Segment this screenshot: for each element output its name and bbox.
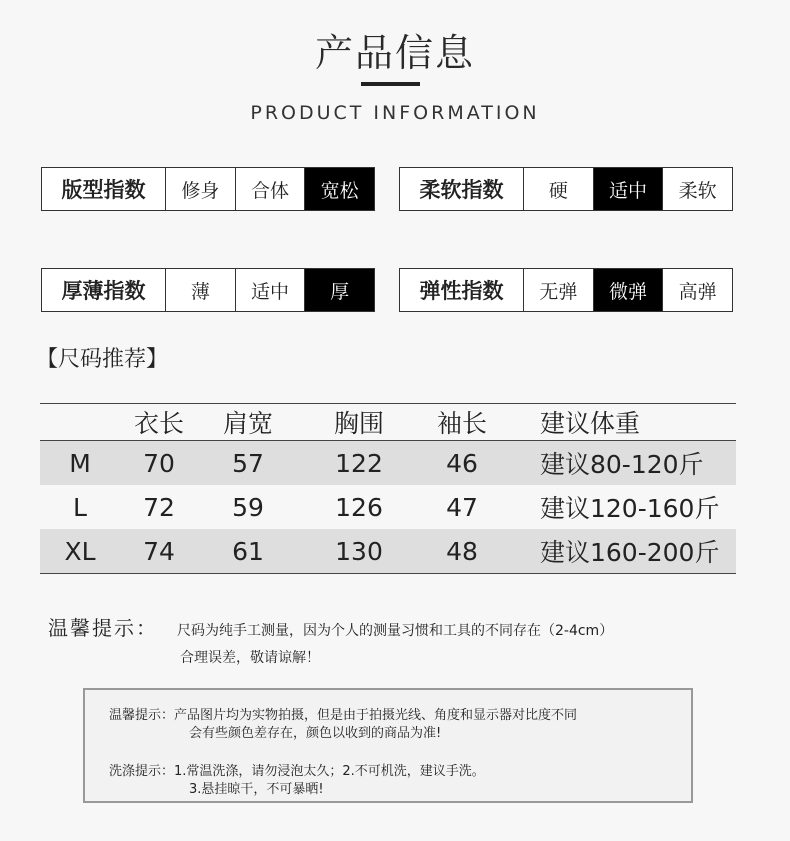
table-cell: 74 — [143, 536, 175, 566]
table-bottom-rule — [40, 573, 736, 574]
page-subtitle: PRODUCT INFORMATION — [250, 102, 540, 124]
table-header-row — [40, 403, 736, 440]
softness-index — [399, 167, 733, 211]
elasticity-option-none: 无弹 — [524, 269, 594, 311]
table-cell: 46 — [446, 448, 478, 478]
table-cell: 122 — [335, 448, 383, 478]
table-cell: 61 — [232, 536, 264, 566]
table-cell: 70 — [143, 448, 175, 478]
elasticity-index — [399, 268, 733, 312]
table-cell: 建议160-200斤 — [540, 538, 720, 567]
table-cell: 126 — [335, 492, 383, 522]
size-section-title: 【尺码推荐】 — [36, 347, 169, 372]
softness-index-label: 柔软指数 — [400, 168, 524, 210]
thickness-index — [41, 268, 375, 312]
table-cell: 建议80-120斤 — [540, 450, 704, 479]
elasticity-option-slight: 微弹 — [594, 269, 664, 311]
thickness-index-label: 厚薄指数 — [42, 269, 166, 311]
table-cell: M — [69, 448, 91, 478]
thickness-option-thin: 薄 — [166, 269, 236, 311]
thickness-option-thick: 厚 — [305, 269, 374, 311]
fit-option-loose: 宽松 — [305, 168, 374, 210]
fit-option-slim: 修身 — [166, 168, 236, 210]
notice-box — [83, 688, 693, 803]
table-cell: L — [73, 492, 87, 522]
table-header-cell: 肩宽 — [222, 409, 273, 438]
table-row — [40, 485, 736, 529]
tip-text-line-1: 尺码为纯手工测量，因为个人的测量习惯和工具的不同存在（2-4cm） — [177, 623, 614, 639]
notice-line-3: 洗涤提示：1.常温洗涤，请勿浸泡太久；2.不可机洗，建议手洗。 — [109, 764, 485, 779]
table-cell: 建议120-160斤 — [540, 494, 720, 523]
table-header-cell: 建议体重 — [540, 409, 641, 438]
table-cell: 130 — [335, 536, 383, 566]
softness-option-hard: 硬 — [524, 168, 594, 210]
notice-line-2: 会有些颜色差存在，颜色以收到的商品为准! — [189, 726, 442, 741]
table-header-cell: 袖长 — [436, 409, 487, 438]
table-cell: 48 — [446, 536, 478, 566]
softness-option-medium: 适中 — [594, 168, 664, 210]
elasticity-option-high: 高弹 — [678, 280, 717, 303]
fit-index — [41, 167, 375, 211]
table-cell: XL — [64, 536, 96, 566]
fit-option-regular: 合体 — [236, 168, 306, 210]
title-underline — [361, 82, 420, 86]
notice-line-1: 温馨提示：产品图片均为实物拍摄，但是由于拍摄光线、角度和显示器对比度不同 — [109, 708, 578, 723]
table-cell: 57 — [232, 448, 264, 478]
notice-line-4: 3.悬挂晾干，不可暴晒! — [189, 782, 324, 797]
table-cell: 72 — [143, 492, 175, 522]
table-row — [40, 529, 736, 573]
fit-index-label: 版型指数 — [42, 168, 166, 210]
tip-label: 温馨提示： — [48, 616, 158, 640]
elasticity-index-label: 弹性指数 — [400, 269, 524, 311]
page-title: 产品信息 — [314, 31, 475, 75]
tip-text-line-2: 合理误差，敬请谅解！ — [180, 650, 320, 666]
table-header-cell: 衣长 — [133, 409, 184, 438]
table-cell: 47 — [446, 492, 478, 522]
table-header-cell: 胸围 — [333, 409, 384, 438]
table-cell: 59 — [232, 492, 264, 522]
size-table — [40, 403, 736, 574]
table-header-cell — [40, 404, 120, 440]
softness-option-soft: 柔软 — [678, 179, 717, 202]
table-row — [40, 440, 736, 485]
thickness-option-medium: 适中 — [236, 269, 306, 311]
